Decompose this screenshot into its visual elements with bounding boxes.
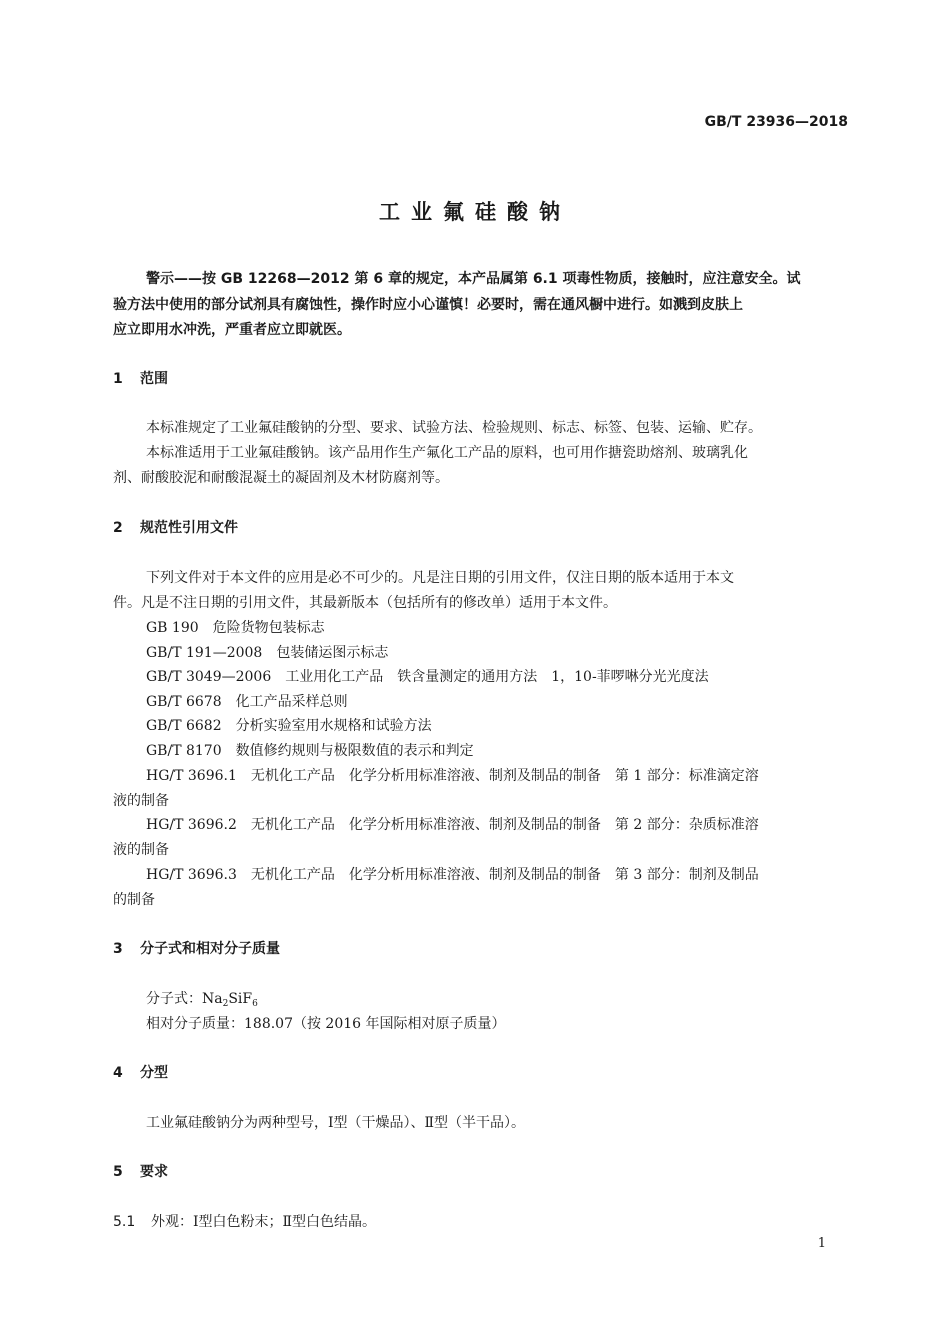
standard-code: GB/T 23936—2018 (704, 114, 848, 130)
warning-line-1: 警示——按 GB 12268—2012 第 6 章的规定，本产品属第 6.1 项毒性物质，接触时，应注意安全。试 (146, 271, 801, 287)
reference-item: GB 190 危险货物包装标志 (146, 620, 325, 636)
molecular-mass: 相对分子质量：188.07（按 2016 年国际相对原子质量） (146, 1016, 506, 1032)
formula-subscript: 6 (252, 999, 258, 1009)
section-title: 分型 (140, 1065, 168, 1081)
clause-text: 外观：Ⅰ型白色粉末；Ⅱ型白色结晶。 (151, 1214, 377, 1230)
reference-item: GB/T 6682 分析实验室用水规格和试验方法 (146, 718, 432, 734)
reference-item: GB/T 3049—2006 工业用化工产品 铁含量测定的通用方法 1，10-菲啰啉分光光度法 (146, 669, 709, 685)
section-heading-5 (113, 1161, 168, 1181)
section-title: 分子式和相对分子质量 (140, 941, 280, 957)
reference-item: 的制备 (113, 892, 155, 908)
paragraph-line: 下列文件对于本文件的应用是必不可少的。凡是注日期的引用文件，仅注日期的版本适用于本文 (146, 570, 734, 586)
section-number: 1 (113, 371, 123, 387)
clause-5-1 (113, 1211, 376, 1231)
section-number: 5 (113, 1164, 123, 1180)
section-number: 4 (113, 1065, 123, 1081)
warning-line-2: 验方法中使用的部分试剂具有腐蚀性，操作时应小心谨慎！必要时，需在通风橱中进行。如溅到皮肤上 (113, 297, 743, 313)
section-heading-4 (113, 1062, 168, 1082)
reference-item: GB/T 6678 化工产品采样总则 (146, 694, 348, 710)
reference-item: HG/T 3696.1 无机化工产品 化学分析用标准溶液、制剂及制品的制备 第 1 部分：标准滴定溶 (146, 768, 759, 784)
reference-item: GB/T 191—2008 包装储运图示标志 (146, 645, 389, 661)
section-number: 2 (113, 520, 123, 536)
formula-sif: SiF (228, 991, 253, 1007)
reference-item: GB/T 8170 数值修约规则与极限数值的表示和判定 (146, 743, 474, 759)
molecular-formula (146, 988, 258, 1009)
page-number: 1 (817, 1236, 826, 1251)
section-title: 范围 (140, 371, 168, 387)
clause-number: 5.1 (113, 1214, 136, 1230)
formula-na: Na (202, 991, 223, 1007)
warning-line-3: 应立即用水冲洗，严重者应立即就医。 (113, 322, 351, 338)
section-number: 3 (113, 941, 123, 957)
paragraph-line: 剂、耐酸胶泥和耐酸混凝土的凝固剂及木材防腐剂等。 (113, 470, 449, 486)
formula-subscript: 2 (222, 999, 229, 1009)
reference-item: HG/T 3696.2 无机化工产品 化学分析用标准溶液、制剂及制品的制备 第 2 部分：杂质标准溶 (146, 817, 759, 833)
section-heading-2 (113, 517, 238, 537)
paragraph-line: 本标准规定了工业氟硅酸钠的分型、要求、试验方法、检验规则、标志、标签、包装、运输、贮存。 (146, 420, 762, 436)
paragraph-line: 本标准适用于工业氟硅酸钠。该产品用作生产氟化工产品的原料，也可用作搪瓷助熔剂、玻璃乳化 (146, 445, 748, 461)
reference-item: 液的制备 (113, 793, 169, 809)
section-heading-3 (113, 938, 280, 958)
section-title: 要求 (140, 1164, 168, 1180)
document-title: 工业氟硅酸钠 (379, 200, 571, 224)
paragraph-line: 工业氟硅酸钠分为两种型号，Ⅰ型（干燥品）、Ⅱ型（半干品）。 (146, 1115, 526, 1131)
reference-item: HG/T 3696.3 无机化工产品 化学分析用标准溶液、制剂及制品的制备 第 3 部分：制剂及制品 (146, 867, 759, 883)
paragraph-line: 件。凡是不注日期的引用文件，其最新版本（包括所有的修改单）适用于本文件。 (113, 595, 617, 611)
formula-label: 分子式： (146, 991, 202, 1007)
section-title: 规范性引用文件 (140, 520, 238, 536)
section-heading-1 (113, 368, 168, 388)
reference-item: 液的制备 (113, 842, 169, 858)
